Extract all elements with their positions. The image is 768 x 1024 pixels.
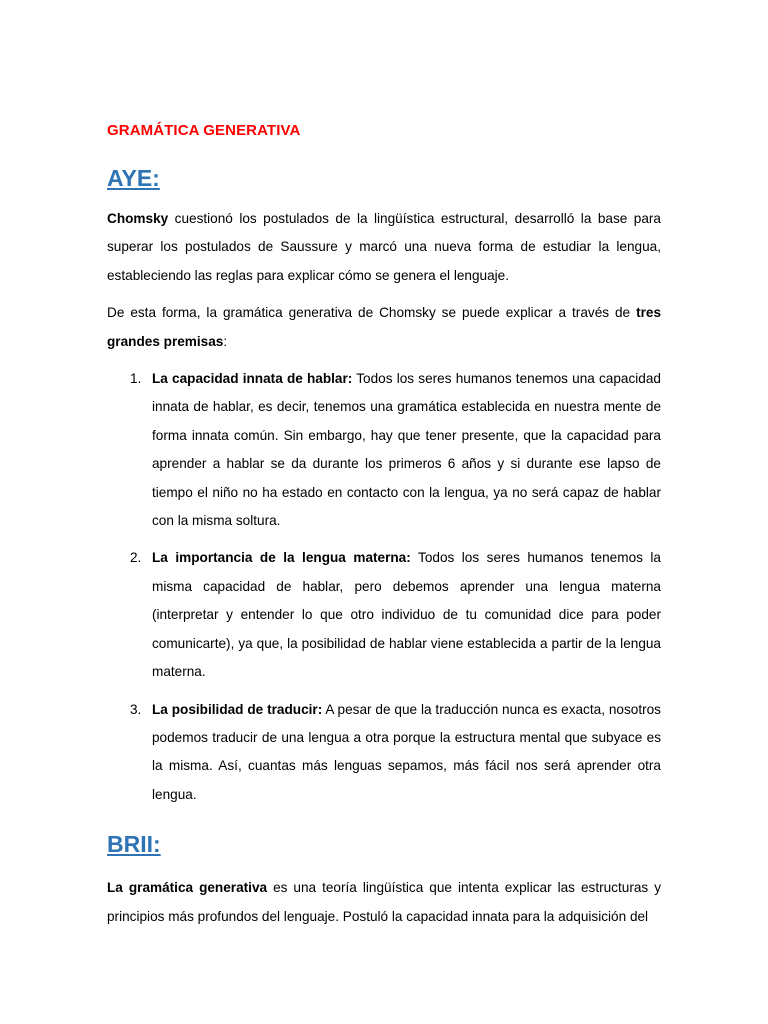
paragraph-gramatica-generativa <box>107 874 661 931</box>
bold-term-premisas: tres grandes premisas <box>107 305 661 349</box>
document-title: GRAMÁTICA GENERATIVA <box>107 122 301 139</box>
list-item-text: Todos los seres humanos tenemos la misma capacidad de hablar, pero debemos aprender una lengua materna (interpretar y entender lo que otro individuo de tu comunidad dice para poder comunicarte), ya que, la posibilidad de hablar viene establecida a partir de la lengua materna. <box>152 550 661 680</box>
list-item-number: 1. <box>130 371 142 387</box>
document-body <box>107 120 661 931</box>
list-item <box>107 544 661 686</box>
list-item-number: 2. <box>130 550 142 566</box>
paragraph-gramatica-text: es una teoría lingüística que intenta explicar las estructuras y principios más profundos del lenguaje. Postuló la capacidad innata para la adquisición del <box>107 880 661 924</box>
section-heading-brii: BRII: <box>107 831 161 858</box>
list-item-title: La capacidad innata de hablar: <box>152 371 353 387</box>
premisas-list <box>107 365 661 809</box>
list-item <box>107 696 661 810</box>
paragraph-premisas-text: De esta forma, la gramática generativa de Chomsky se puede explicar a través de <box>107 305 637 321</box>
list-item-number: 3. <box>130 701 142 717</box>
list-item-text: A pesar de que la traducción nunca es exacta, nosotros podemos traducir de una lengua a otra porque la estructura mental que subyace es la misma. Así, cuantas más lenguas sepamos, más fácil nos será aprender otra lengua. <box>152 701 661 802</box>
list-item <box>107 365 661 535</box>
bold-term-chomsky: Chomsky <box>107 211 169 226</box>
paragraph-chomsky <box>107 205 661 290</box>
section-heading-aye: AYE: <box>107 165 160 191</box>
list-item-title: La importancia de la lengua materna: <box>152 550 411 566</box>
list-item-text: Todos los seres humanos tenemos una capacidad innata de hablar, es decir, tenemos una gramática establecida en nuestra mente de forma innata común. Sin embargo, hay que tener presente, que la capacidad para aprender a hablar se da durante los primeros 6 años y si durante ese lapso de tiempo el niño no ha estado en contacto con la lengua, ya no será capaz de hablar con la misma soltura. <box>152 371 661 529</box>
bold-term-gramatica: La gramática generativa <box>107 880 268 896</box>
paragraph-chomsky-text: cuestionó los postulados de la lingüística estructural, desarrolló la base para superar los postulados de Saussure y marcó una nueva forma de estudiar la lengua, estableciendo las reglas para explicar cómo se genera el lenguaje. <box>107 211 661 283</box>
paragraph-premisas-intro <box>107 299 661 356</box>
list-item-title: La posibilidad de traducir: <box>152 701 323 717</box>
paragraph-premisas-colon: : <box>223 333 228 349</box>
